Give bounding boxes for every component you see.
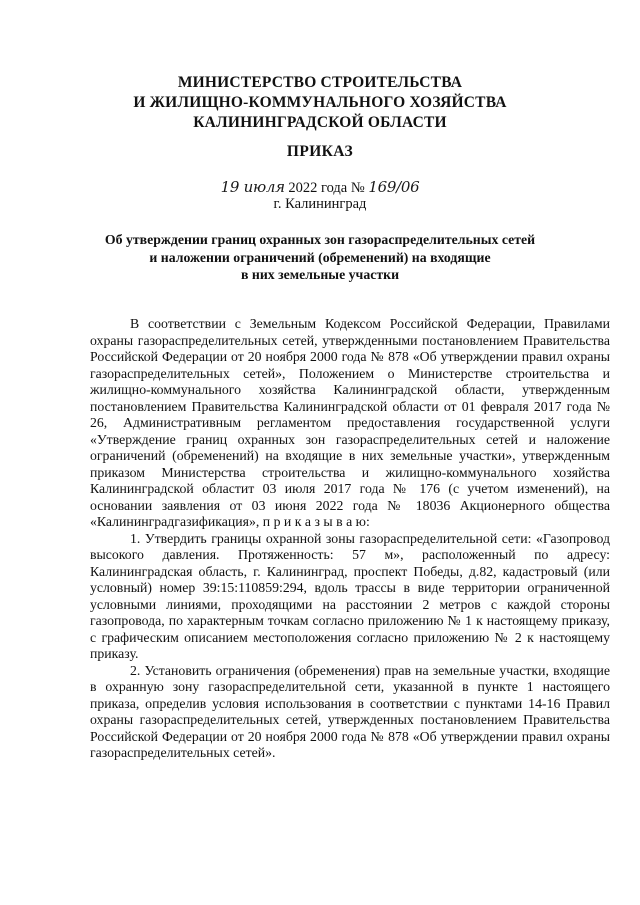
preamble-paragraph: В соответствии с Земельным Кодексом Российской Федерации, Правилами охраны газораспределительных сетей, утвержденными постановлением Правительства Российской Федерации от 20 ноября 2000 года № 878 «Об утверждении правил охраны газораспределительных сетей», Положением о Министерстве строительства и жилищно-коммунального хозяйства Калининградской области, утвержденным постановлением Правительства Калининградской области от 01 февраля 2017 года № 26, Административным регламентом предоставления государственной услуги «Утверждение границ охранных зон газораспределительных сетей и наложение ограничений (обременений) на входящие в них земельные участки», утвержденным приказом Министерства строительства и жилищно-коммунального хозяйства Калининградской областит 03 июля 2017 года № 176 (с учетом изменений), на основании заявления от 03 июня 2022 года № 18036 Акционерного общества «Калининградгазификация», п р и к а з ы в а ю:: [90, 316, 610, 529]
order-body: [90, 316, 610, 762]
order-subject: [0, 231, 640, 284]
ministry-header-line-2: И ЖИЛИЩНО-КОММУНАЛЬНОГО ХОЗЯЙСТВА: [133, 94, 507, 111]
order-year-text: 2022 года №: [288, 180, 365, 196]
handwritten-order-number: 169/06: [368, 178, 420, 196]
order-title: ПРИКАЗ: [286, 143, 354, 160]
item-1-paragraph: 1. Утвердить границы охранной зоны газораспределительной сети: «Газопровод высокого давления. Протяженность: 57 м», расположенный по адресу: Калининградская область, г. Калининград, проспект Победы, д.82, кадастровый (или условный) номер 39:15:110859:294, вдоль трассы в виде территории ограниченной условными линиями, проходящими на расстоянии 2 метров с каждой стороны газопровода, по характерным точкам согласно приложению № 1 к настоящему приказу, с графическим описанием местоположения согласно приложению № 2 к настоящему приказу.: [90, 530, 610, 661]
ministry-header-line-3: КАЛИНИНГРАДСКОЙ ОБЛАСТИ: [193, 114, 447, 131]
ministry-header-line-1: МИНИСТЕРСТВО СТРОИТЕЛЬСТВА: [177, 74, 463, 91]
subject-line-2: и наложении ограничений (обременений) на входящие: [149, 249, 491, 265]
item-2-paragraph: 2. Установить ограничения (обременения) прав на земельные участки, входящие в охранную зону газораспределительной сети, указанной в пункте 1 настоящего приказа, определив условия использования в соответствии с пунктами 14-16 Правил охраны газораспределительных сетей, утвержденных постановлением Правительства Российской Федерации от 20 ноября 2000 года № 878 «Об утверждении правил охраны газораспределительных сетей».: [90, 662, 610, 760]
handwritten-date: 19 июля: [220, 178, 285, 196]
order-city: г. Калининград: [273, 196, 367, 212]
order-date-line: [0, 178, 640, 197]
ministry-header: [0, 73, 640, 133]
subject-line-1: Об утверждении границ охранных зон газораспределительных сетей: [104, 232, 536, 247]
subject-line-3: в них земельные участки: [240, 267, 400, 282]
